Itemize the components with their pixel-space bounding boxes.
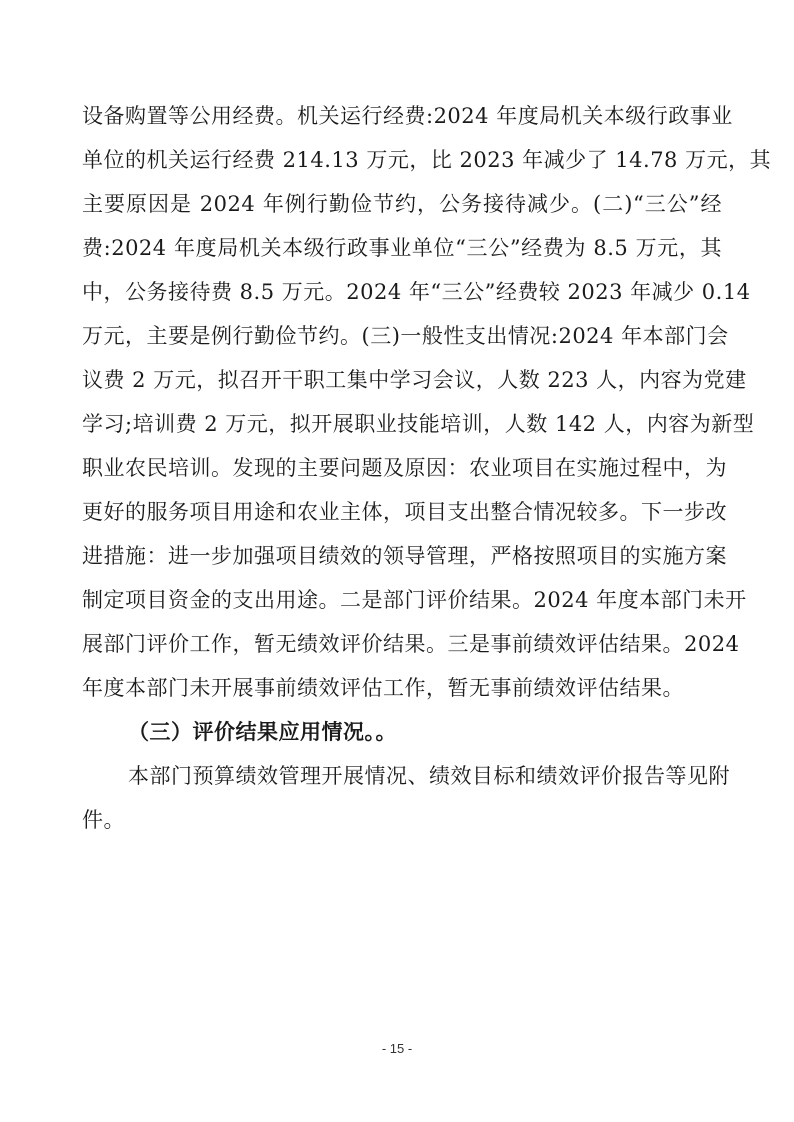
closing-text-line: 件。 (82, 808, 125, 832)
body-text-line: 进措施：进一步加强项目绩效的领导管理，严格按照项目的实施方案 (82, 544, 727, 568)
body-text-line: 更好的服务项目用途和农业主体，项目支出整合情况较多。下一步改 (82, 500, 727, 524)
page-number: - 15 - (381, 1041, 413, 1056)
closing-text-line: 本部门预算绩效管理开展情况、绩效目标和绩效评价报告等见附 (128, 764, 730, 788)
section-heading: （三）评价结果应用情况。。 (128, 719, 397, 744)
body-text-line: 职业农民培训。发现的主要问题及原因：农业项目在实施过程中，为 (82, 456, 727, 480)
body-text-line: 主要原因是 2024 年例行勤俭节约，公务接待减少。(二)“三公”经 (82, 192, 722, 216)
body-text-line: 学习;培训费 2 万元，拟开展职业技能培训，人数 142 人，内容为新型 (82, 412, 755, 436)
body-text-line: 中，公务接待费 8.5 万元。2024 年“三公”经费较 2023 年减少 0.14 (82, 280, 751, 304)
body-text-line: 制定项目资金的支出用途。二是部门评价结果。2024 年度本部门未开 (82, 588, 747, 612)
body-text-line: 设备购置等公用经费。机关运行经费:2024 年度局机关本级行政事业 (82, 104, 733, 128)
body-text-line: 单位的机关运行经费 214.13 万元，比 2023 年减少了 14.78 万元，其 (82, 148, 772, 172)
body-text-line: 展部门评价工作，暂无绩效评价结果。三是事前绩效评估结果。2024 (82, 632, 740, 656)
body-text-line: 万元，主要是例行勤俭节约。(三)一般性支出情况:2024 年本部门会 (82, 324, 729, 348)
body-text-line: 议费 2 万元，拟召开干职工集中学习会议，人数 223 人，内容为党建 (82, 368, 747, 392)
body-text-line: 年度本部门未开展事前绩效评估工作，暂无事前绩效评估结果。 (82, 676, 684, 700)
body-text-line: 费:2024 年度局机关本级行政事业单位“三公”经费为 8.5 万元，其 (82, 236, 722, 260)
